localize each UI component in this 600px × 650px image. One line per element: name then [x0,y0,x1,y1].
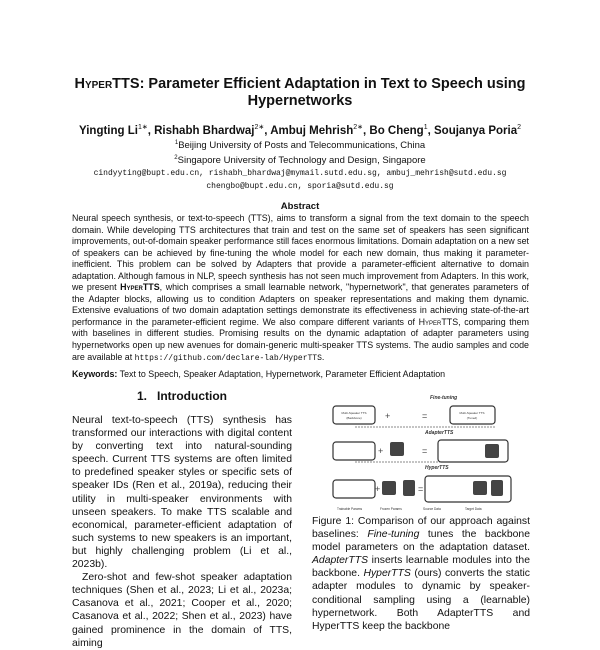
tuned-box [450,406,495,424]
plus-icon: + [385,411,391,421]
backbone-box [333,406,375,424]
plus-icon: + [378,446,384,456]
figure-1-diagram [325,392,515,512]
title-name: HyperTTS [74,76,140,92]
hypernetwork-icon [491,480,503,496]
svg-text:(Backbone): (Backbone) [346,416,362,420]
keywords: Keywords: Text to Speech, Speaker Adaptation, Hypernetwork, Parameter Efficient Adaptation [72,369,446,379]
author: Ambuj Mehrish$^{2∗}$, [270,124,370,137]
hypernetwork-icon [403,480,415,496]
section-heading: 1. Introduction [137,389,227,403]
author: Yingting $Li^{1∗}$, [78,124,155,137]
adapter-icon [473,481,487,495]
author-list [30,123,570,137]
equals-icon: = [422,411,428,421]
legend-frozen: Frozen Params [380,507,402,511]
backbone-box [333,480,375,498]
affiliation: $^1$Beijing University of Posts and Telecommunications, China [174,140,426,152]
author: Rishabh Bhardwaj$^{2∗}$, [154,124,271,137]
email-line: chengbo@bupt.edu.cn, sporia@sutd.edu.sg [206,182,394,192]
equals-icon: = [422,446,428,456]
intro-text [72,414,292,650]
svg-text:Multi-Speaker TTS: Multi-Speaker TTS [459,411,485,415]
fig-label-adaptertts: AdapterTTS [425,430,454,436]
adapter-icon [382,481,396,495]
adapter-icon [485,444,499,458]
author: Soujanya Poria$^2$ [434,124,522,137]
affiliation: $^2$Singapore University of Technology and Design, Singapore [174,155,426,167]
adapter-icon [390,442,404,456]
affiliations [30,137,570,193]
title-rest: : Parameter Efficient Adaptation in Text to Speech using Hypernetworks [139,76,526,109]
paragraph: Zero-shot and few-shot speaker adaptation techniques (Shen et al., 2023; Li et al., 2023a; Casanova et al., 2021; Cooper et al., 2020; Casanova et al., 2022; Shen et al., 2023) have gained prominence in the domain of TTS, aiming [72,572,292,649]
author: Bo Cheng$^1$, [369,124,435,137]
abstract-heading: Abstract [280,201,320,212]
email-line: cindyyting@bupt.edu.cn, rishabh_bhardwaj@mymail.sutd.edu.sg, ambuj_mehrish@sutd.edu.sg [93,169,507,179]
svg-text:Multi-Speaker TTS: Multi-Speaker TTS [341,411,367,415]
equals-icon: = [418,484,424,494]
plus-icon: + [375,484,381,494]
code-link[interactable]: https://github.com/declare-lab/HyperTTS [134,353,322,363]
paper-title [40,76,560,110]
legend-target: Target Data [465,507,482,511]
svg-text:(Tuned): (Tuned) [466,416,478,420]
fig-label-hypertts: HyperTTS [425,465,449,471]
figure-caption: Figure 1: Comparison of our approach against baselines: Fine-tuning tunes the backbone model parameters on the adaptation dataset. AdapterTTS inserts learnable modules into the backbone. HyperTTS (ours) converts the static adapter modules to dynamic by speaker-conditional sampling using a (learnable) hypernetwork. Both AdapterTTS and HyperTTS keep the backbone [312,516,530,632]
legend-source: Source Data [423,507,441,511]
backbone-box [333,442,375,460]
paragraph: Neural text-to-speech (TTS) synthesis has transformed our interactions with digital content by converting text into natural-sounding speech. Current TTS systems are often limited to predefined speaker styles or specific sets of speaker IDs (Ren et al., 2019a), reducing their utility in multi-speaker environments with unseen speakers. To make TTS scalable and economical, parameter-efficient adaptation of such systems to new speakers is an important, but highly challenging problem (Li et al., 2023b). [72,415,292,571]
legend-trainable: Trainable Params [337,507,363,511]
abstract-text: Neural speech synthesis, or text-to-speech (TTS), aims to transform a signal from the text domain to the speech domain. While developing TTS architectures that train and test on the same set of speakers has seen significant improvements, out-of-domain speaker performance still faces enormous limitations. Domain adaptation on a new set of speakers can be achieved by fine-tuning the whole model for each new domain, thus making it parameter-inefficient. This problem can be solved by Adapters that provide a parameter-efficient alternative to domain adaptation. Although famous in NLP, speech synthesis has not seen much improvement from Adapters. In this work, we present HyperTTS, which comprises a small learnable network, "hypernetwork", that generates parameters of the Adapter blocks, allowing us to condition Adapters on speaker representations and making them dynamic. Extensive evaluations of two domain adaptation settings demonstrate its effectiveness in achieving state-of-the-art performance in the parameter-efficient regime. We also compare different variants of HyperTTS, comparing them with baselines in different studies. Promising results on the dynamic adaptation of adapter parameters using hypernetworks open up new avenues for domain-generic multi-speaker TTS systems. The audio samples and code are available at https://github.com/declare-lab/HyperTTS. [72,213,529,363]
fig-label-fine-tuning: Fine-tuning [430,395,458,401]
